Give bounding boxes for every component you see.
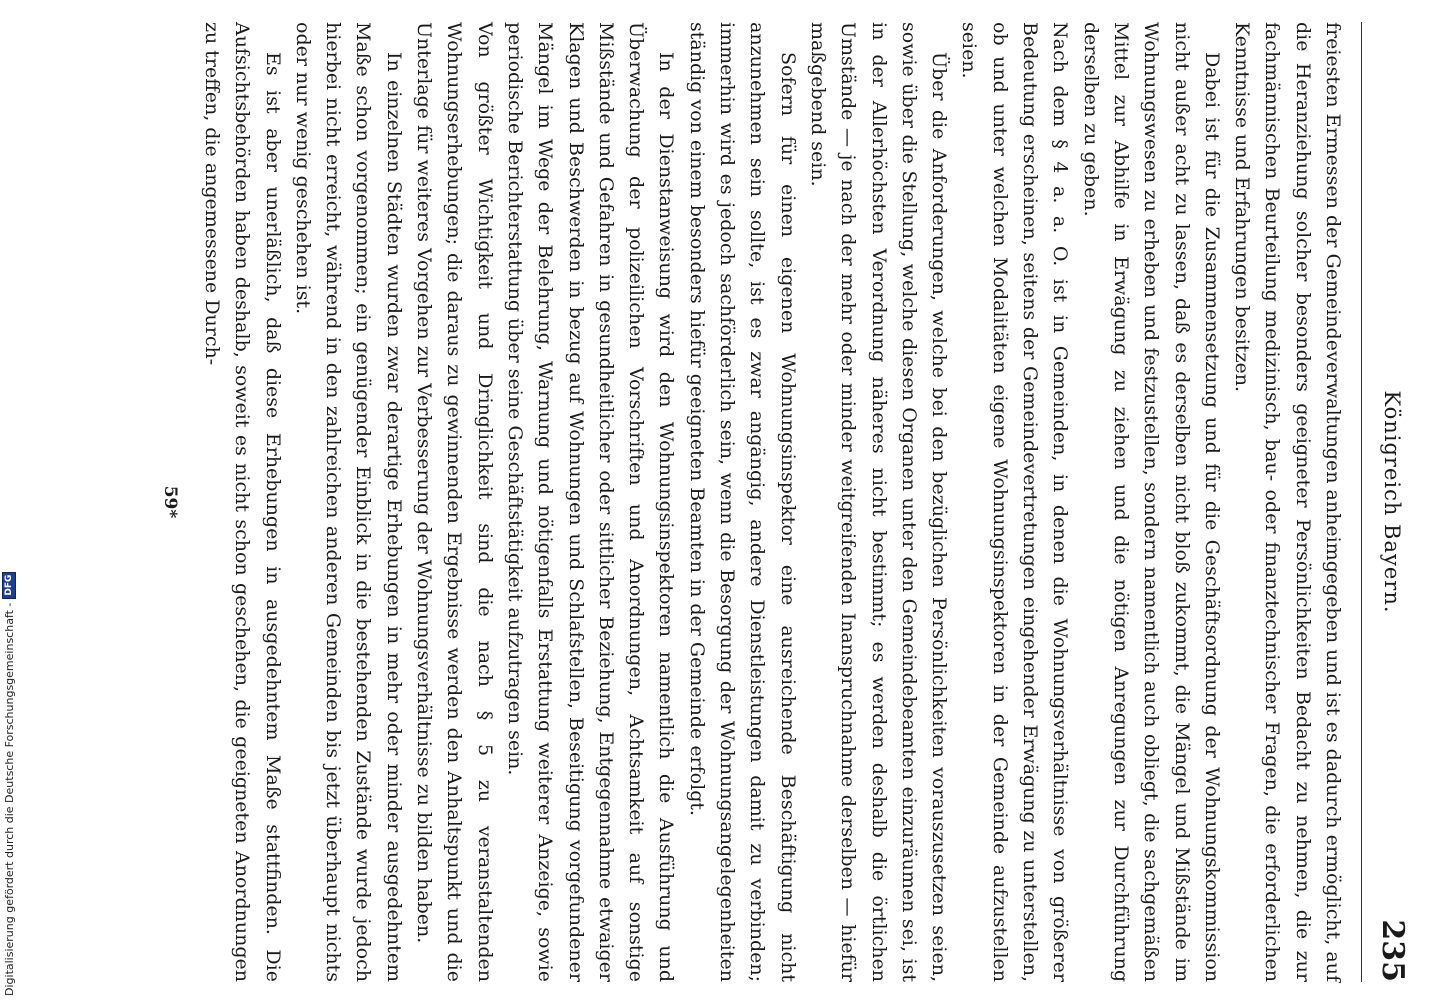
paragraph: freiesten Ermessen der Gemeindeverwaltungen anheimgegeben und ist es dadurch ermöglicht, auf die Heranziehung solcher besonders geeigneter Persönlichkeiten Bedacht zu nehmen, die zur fachmännischen Beurteilung medizinisch, bau- oder finanztechnischer Fragen, die erforderlichen Kenntnisse und Erfahrungen besitzen. xyxy=(1231,22,1344,982)
paragraph: In der Dienstanweisung wird den Wohnungsinspektoren namentlich die Ausführung und Überwachung der polizeilichen Vorschriften und Anordnungen, Achtsamkeit auf sonstige Mißstände und Gefahren in gesundheitlicher oder sittlicher Beziehung, Entgegennahme etwaiger Klagen und Beschwerden in bezug auf Wohnungen und Schlafstellen, Beseitigung vorgefundener Mängel im Wege der Belehrung, Warnung und nötigenfalls Erstattung weiterer Anzeige, sowie periodische Berichterstattung über seine Geschäftstätigkeit aufzutragen sein. xyxy=(503,22,678,982)
paragraph: In einzelnen Städten wurden zwar derartige Erhebungen in mehr oder minder ausgedehntem Maße schon vorgenommen; ein genügender Einblick in die bestehenden Zustände wurde jedoch hierbei nicht erreicht, während in den zahlreichen anderen Gemeinden bis jetzt überhaupt nichts oder nur wenig geschehen ist. xyxy=(291,22,405,982)
signature-mark: 59* xyxy=(160,485,180,519)
dfg-logo-icon: DFG xyxy=(2,572,16,599)
paragraph: Nach dem § 4 a. a. O. ist in Gemeinden, in denen die Wohnungsverhältnisse von größerer Bedeutung erscheinen, seitens der Gemeindevertretungen eingehender Erwägung zu unterstellen, ob und unter welchen Modalitäten eigene Wohnungsinspektoren in der Gemeinde aufzustellen seien. xyxy=(958,22,1072,982)
paragraph: Über die Anforderungen, welche bei den bezüglichen Persönlichkeiten vorauszusetzen seien, sowie über die Stellung, welche diesen Organen unter den Gemeindebeamten einzuräumen sei, ist in der Allerhöchsten Verordnung näheres nicht bestimmt; es werden deshalb die örtlichen Umstände — je nach der mehr oder minder weitgreifenden Inanspruchnahme derselben — hiefür maßgebend sein. xyxy=(806,22,951,982)
paragraph: Sofern für einen eigenen Wohnungsinspektor eine ausreichende Beschäftigung nicht anzunehmen sein sollte, ist es zwar angängig, andere Dienstleistungen damit zu verbinden; immerhin wird es jedoch sachförderlich sein, wenn die Besorgung der Wohnungsangelegenheiten ständig von einem besonders hiefür geeigneten Beamten in der Gemeinde erfolgt. xyxy=(685,22,799,982)
body-text xyxy=(197,22,1348,982)
numbered-item xyxy=(409,22,500,982)
digitization-credit xyxy=(2,572,16,996)
credit-text: Digitalisierung gefördert durch die Deutsche Forschungsgemeinschaft - xyxy=(2,602,16,996)
paragraph: Es ist aber unerläßlich, daß diese Erhebungen in ausgedehntem Maße stattfinden. Die Aufsichtsbehörden haben deshalb, soweit es nicht schon geschehen, die geeigneten Anordnungen zu treffen, die angemessene Durch- xyxy=(201,22,284,982)
numbered-item xyxy=(954,22,1075,982)
paragraph: Dabei ist für die Zusammensetzung und für die Geschäftsordnung der Wohnungskommission nicht außer acht zu lassen, daß es derselben nicht bloß zukommt, die Mängel und Mißstände im Wohnungswesen zu erheben und festzustellen, sondern namentlich auch obliegt, die sachgemäßen Mittel zur Abhilfe in Erwägung zu ziehen und die nötigen Anregungen zur Durchführung derselben zu geben. xyxy=(1079,22,1223,982)
page-number: 235 xyxy=(1375,919,1410,982)
page-header xyxy=(1366,22,1410,982)
paragraph: Von größter Wichtigkeit und Dringlichkeit sind die nach § 5 zu veranstaltenden Wohnungserhebungen; die daraus zu gewinnenden Ergebnisse werden den Anhaltspunkt und die Unterlage für weiteres Vorgehen zur Verbesserung der Wohnungsverhältnisse zu bilden haben. xyxy=(413,22,496,982)
rotated-document-page xyxy=(110,22,1410,982)
header-rule xyxy=(1361,22,1362,982)
running-title: Königreich Bayern. xyxy=(1380,390,1404,614)
